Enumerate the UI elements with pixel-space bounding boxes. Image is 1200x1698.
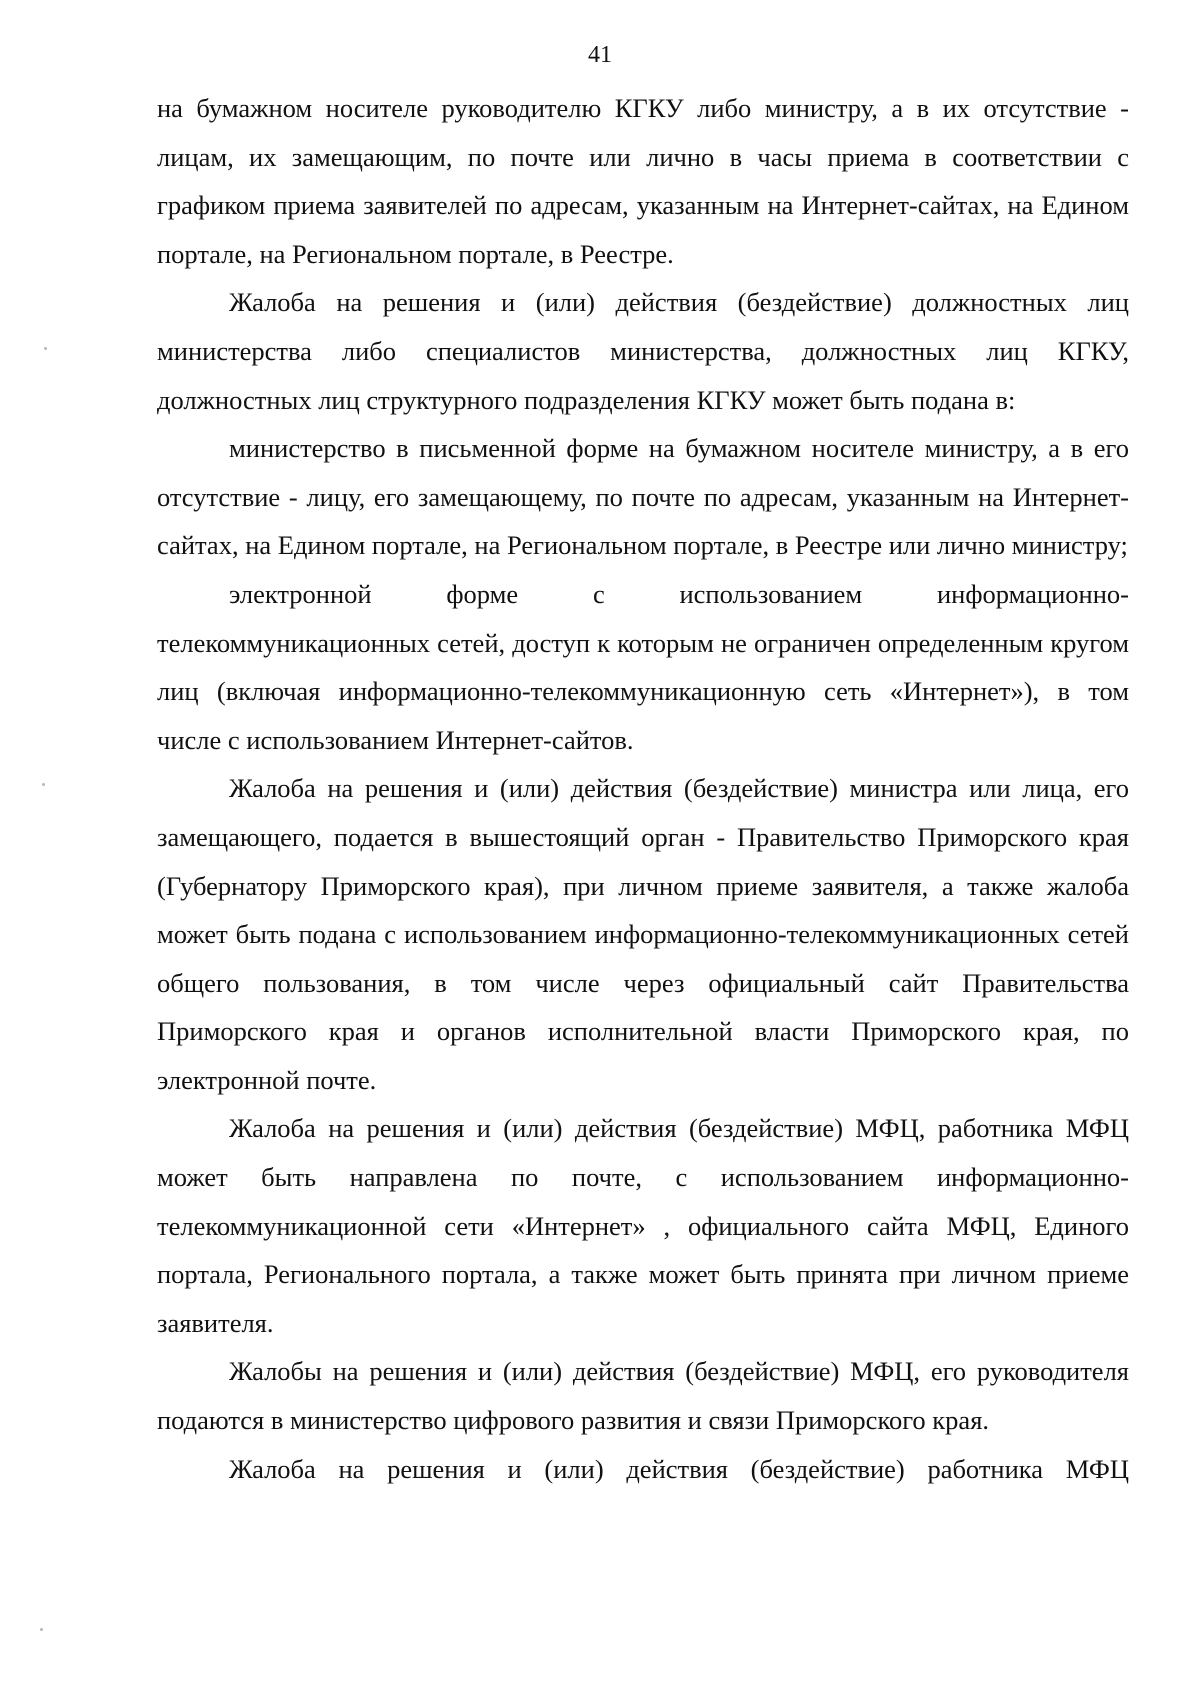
scan-speck <box>40 1628 43 1631</box>
paragraph-8: Жалоба на решения и (или) действия (бездействие) работника МФЦ <box>229 1453 1129 1484</box>
paragraph-1: на бумажном носителе руководителю КГКУ либо министру, а в их отсутствие - лицам, их замещающим, по почте или лично в часы приема в соответствии с графиком приема заявителей по адресам, указанным на Интернет-сайтах, на Едином портале, на Региональном портале, в Реестре. <box>157 93 1129 269</box>
paragraph-4: электронной форме с использованием информационно-телекоммуникационных сетей, доступ к которым не ограничен определенным кругом лиц (включая информационно-телекоммуникационную сеть «Интернет»), в том числе с использованием Интернет-сайтов. <box>157 578 1129 755</box>
page-number: 41 <box>588 42 612 68</box>
paragraph-6: Жалоба на решения и (или) действия (бездействие) МФЦ, работника МФЦ может быть направлена по почте, с использованием информационно-телекоммуникационной сети «Интернет» , официального сайта МФЦ, Единого портала, Регионального портала, а также может быть принята при личном приеме заявителя. <box>157 1113 1129 1338</box>
paragraph-5: Жалоба на решения и (или) действия (бездействие) министра или лица, его замещающего, подается в вышестоящий орган - Правительство Приморского края (Губернатору Приморского края), при личном приеме заявителя, а также жалоба может быть подана с использованием информационно-телекоммуникационных сетей общего пользования, в том числе через официальный сайт Правительства Приморского края и органов исполнительной власти Приморского края, по электронной почте. <box>157 773 1129 1095</box>
paragraph-3: министерство в письменной форме на бумажном носителе министру, а в его отсутствие - лицу, его замещающему, по почте по адресам, указанным на Интернет-сайтах, на Едином портале, на Региональном портале, в Реестре или лично министру; <box>157 433 1129 561</box>
scan-speck <box>44 347 47 350</box>
paragraph-7: Жалобы на решения и (или) действия (бездействие) МФЦ, его руководителя подаются в министерство цифрового развития и связи Приморского края. <box>157 1356 1129 1436</box>
document-body <box>157 84 1129 1493</box>
scan-speck <box>42 783 45 786</box>
paragraph-2: Жалоба на решения и (или) действия (бездействие) должностных лиц министерства либо специалистов министерства, должностных лиц КГКУ, должностных лиц структурного подразделения КГКУ может быть подана в: <box>157 287 1129 415</box>
